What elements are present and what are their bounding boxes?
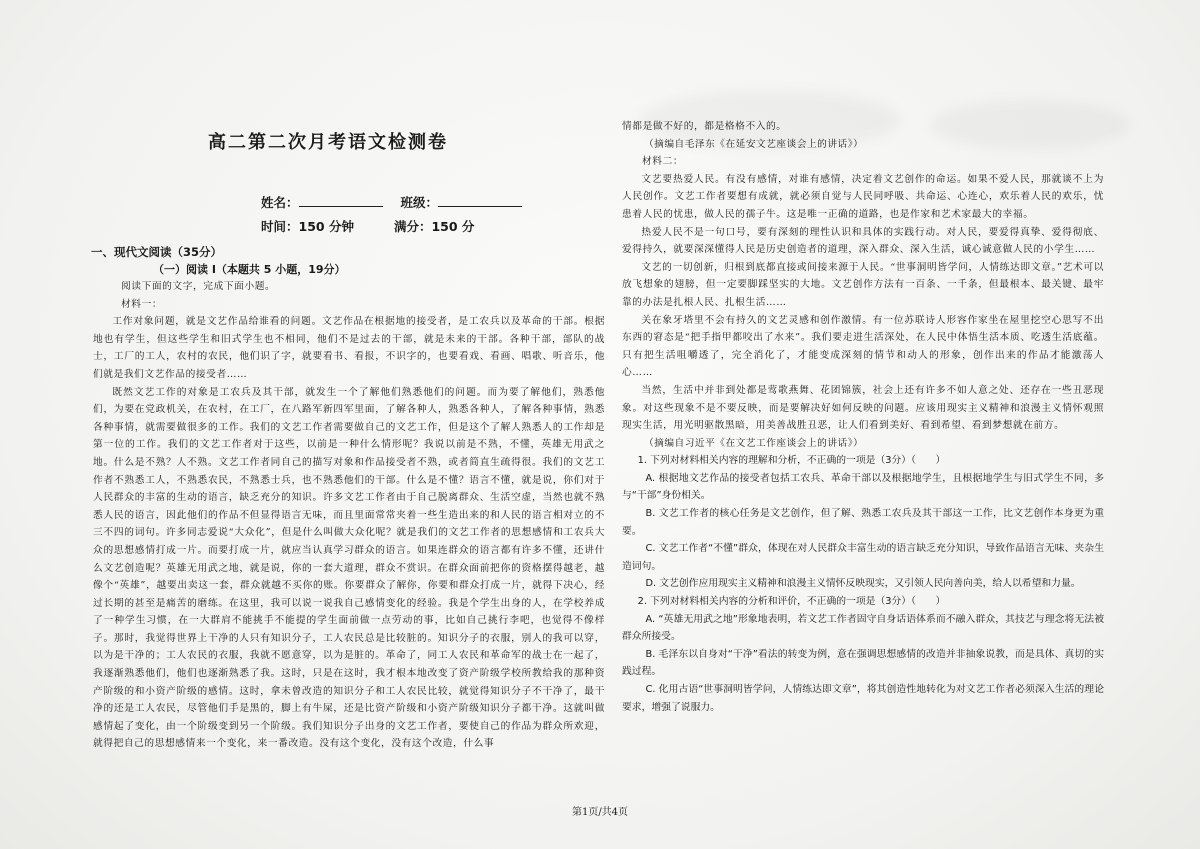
class-label: 班级：	[400, 195, 439, 210]
time-label: 时间：150 分钟	[261, 219, 354, 234]
question-2-option-a: A. “英雄无用武之地”形象地表明，若文艺工作者固守自身话语体系而不融入群众，其技艺与理念将无法被群众所接受。	[622, 613, 1104, 643]
material2-para: 关在象牙塔里不会有持久的文艺灵感和创作激情。有一位苏联诗人形容作家坐在屋里挖空心思写不出东西的窘态是“把手指甲都咬出了水来”。我们要走进生活深处，在人民中体悟生活本质、吃透生活底蕴。只有把生活咀嚼透了，完全消化了，才能变成深刻的情节和动人的形象，创作出来的作品才能激荡人心……	[622, 314, 1104, 379]
question-1-option-c: C. 文艺工作者“不懂”群众，体现在对人民群众丰富生动的语言缺乏充分知识，导致作品语言无味、夹杂生造词句。	[622, 543, 1104, 572]
material1-para: 工作对象问题，就是文艺作品给谁看的问题。文艺作品在根据地的接受者，是工农兵以及革命的干部。根据地也有学生，但这些学生和旧式学生也不相同，他们不是过去的干部，就是未来的干部。各种干部，部队的战士，工厂的工人，农村的农民，他们识了字，就要看书、看报，不识字的，也要看戏、看画、唱歌、听音乐，他们就是我们文艺作品的接受者……	[93, 316, 605, 380]
score-label: 满分：150 分	[393, 219, 475, 234]
material1-continuation: 情都是做不好的，都是格格不入的。	[622, 121, 787, 132]
section-heading: 一、现代文阅读（35分）	[91, 245, 223, 259]
page-title: 高二第二次月考语文检测卷	[208, 132, 448, 153]
material1-para: 既然文艺工作的对象是工农兵及其干部，就发生一个了解他们熟悉他们的问题。而为要了解他们，熟悉他们，为要在党政机关，在农村，在工厂，在八路军新四军里面，了解各种人，熟悉各种人，了解各种事情，熟悉各种事情，就需要做很多的工作。我们的文艺工作者需要做自己的文艺工作，但是这个了解人熟悉人的工作却是第一位的工作。我们的文艺工作者对于这些，以前是一种什么情形呢？我说以前是不熟，不懂，英雄无用武之地。什么是不熟？人不熟。文艺工作者同自己的描写对象和作品接受者不熟，或者简直生疏得很。我们的文艺工作者不熟悉工人，不熟悉农民，不熟悉士兵，也不熟悉他们的干部。什么是不懂？语言不懂，就是说，你们对于人民群众的丰富的生动的语言，缺乏充分的知识。许多文艺工作者由于自己脱离群众、生活空虚，当然也就不熟悉人民的语言，因此他们的作品不但显得语言无味，而且里面常常夹着一些生造出来的和人民的语言相对立的不三不四的词句。许多同志爱说“大众化”，但是什么叫做大众化呢？就是我们的文艺工作者的思想感情和工农兵大众的思想感情打成一片。而要打成一片，就应当认真学习群众的语言。如果连群众的语言都有许多不懂，还讲什么文艺创造呢？英雄无用武之地，就是说，你的一套大道理，群众不赏识。在群众面前把你的资格摆得越老，越像个“英雄”，越要出卖这一套，群众就越不买你的账。你要群众了解你，你要和群众打成一片，就得下决心，经过长期的甚至是痛苦的磨练。在这里，我可以说一说我自己感情变化的经验。我是个学生出身的人，在学校养成了一种学生习惯，在一大群肩不能挑手不能提的学生面前做一点劳动的事，比如自己挑行李吧，也觉得不像样子。那时，我觉得世界上干净的人只有知识分子，工人农民总是比较脏的。知识分子的衣服，别人的我可以穿，以为是干净的；工人农民的衣服，我就不愿意穿，以为是脏的。革命了，同工人农民和革命军的战士在一起了，我逐渐熟悉他们，他们也逐渐熟悉了我。这时，只是在这时，我才根本地改变了资产阶级学校所教给我的那种资产阶级的和小资产阶级的感情。这时，拿未曾改造的知识分子和工人农民比较，就觉得知识分子不干净了，最干净的还是工人农民，尽管他们手是黑的，脚上有牛屎，还是比资产阶级和小资产阶级知识分子都干净。这就叫做感情起了变化，由一个阶级变到另一个阶级。我们知识分子出身的文艺工作者，要使自己的作品为群众所欢迎，就得把自己的思想感情来一个变化，来一番改造。没有这个变化，没有这个改造，什么事	[93, 386, 605, 750]
question-1-option-b: B. 文艺工作者的核心任务是文艺创作，但了解、熟悉工农兵及其干部这一工作，比文艺创作本身更为重要。	[622, 508, 1104, 537]
material2-para: 文艺要热爱人民。有没有感情，对谁有感情，决定着文艺创作的命运。如果不爱人民，那就谈不上为人民创作。文艺工作者要想有成就，就必须自觉与人民同呼吸、共命运、心连心，欢乐着人民的欢乐，忧患着人民的忧患，做人民的孺子牛。这是唯一正确的道路，也是作家和艺术家最大的幸福。	[622, 173, 1104, 220]
page-number: 第1页/共4页	[571, 807, 629, 818]
question-1-option-d: D. 文艺创作应用现实主义精神和浪漫主义情怀反映现实，又引领人民向善向美，给人以希望和力量。	[645, 578, 1081, 590]
subsection-heading: （一）阅读 I（本题共 5 小题，19分）	[153, 263, 346, 276]
material2-para: 热爱人民不是一句口号，要有深刻的理性认识和具体的实践行动。对人民，要爱得真挚、爱得彻底、爱得持久，就要深深懂得人民是历史创造者的道理，深入群众、深入生活，诚心诚意做人民的小学生……	[622, 226, 1104, 256]
question-2-option-c: C. 化用古语“世事洞明皆学问，人情练达即文章”，将其创造性地转化为对文艺工作者必须深入生活的理论要求，增强了说服力。	[622, 684, 1104, 713]
material2-source: （摘编自习近平《在文艺工作座谈会上的讲话》）	[644, 437, 864, 449]
material2-para: 文艺的一切创新，归根到底都直接或间接来源于人民。“世事洞明皆学问，人情练达即文章。”艺术可以放飞想象的翅膀，但一定要脚踩坚实的大地。文艺创作方法有一百条、一千条，但最根本、最关键、最牢靠的办法是扎根人民、扎根生活……	[622, 261, 1104, 308]
name-field[interactable]	[299, 192, 383, 207]
left-column	[93, 118, 605, 753]
right-column	[622, 118, 1104, 716]
material2-label: 材料二：	[642, 156, 684, 168]
question-2-option-b: B. 毛泽东以自身对“干净”看法的转变为例，意在强调思想感情的改造并非抽象说教，而是具体、真切的实践过程。	[622, 648, 1104, 678]
class-field[interactable]	[438, 192, 522, 207]
question-2-stem: 2. 下列对材料相关内容的分析和评价，不正确的一项是（3分）（ ）	[637, 596, 946, 608]
time-score-row	[261, 216, 605, 238]
question-1-option-a: A. 根据地文艺作品的接受者包括工农兵、革命干部以及根据地学生，且根据地学生与旧式学生不同，多与“干部”身份相关。	[622, 472, 1104, 502]
instruction-text: 阅读下面的文字，完成下面小题。	[121, 281, 276, 292]
question-1-stem: 1. 下列对材料相关内容的理解和分析，不正确的一项是（3分）（ ）	[637, 455, 946, 467]
material1-source: （摘编自毛泽东《在延安文艺座谈会上的讲话》）	[644, 138, 864, 150]
material1-label: 材料一：	[121, 298, 163, 310]
name-class-row	[261, 192, 605, 214]
material2-para: 当然，生活中并非到处都是莺歌燕舞、花团锦簇，社会上还有许多不如人意之处、还存在一些丑恶现象。对这些现象不是不要反映，而是要解决好如何反映的问题。应该用现实主义精神和浪漫主义情怀观照现实生活，用光明驱散黑暗，用美善战胜丑恶，让人们看到美好、看到希望、看到梦想就在前方。	[622, 384, 1104, 432]
name-label: 姓名：	[261, 195, 299, 210]
